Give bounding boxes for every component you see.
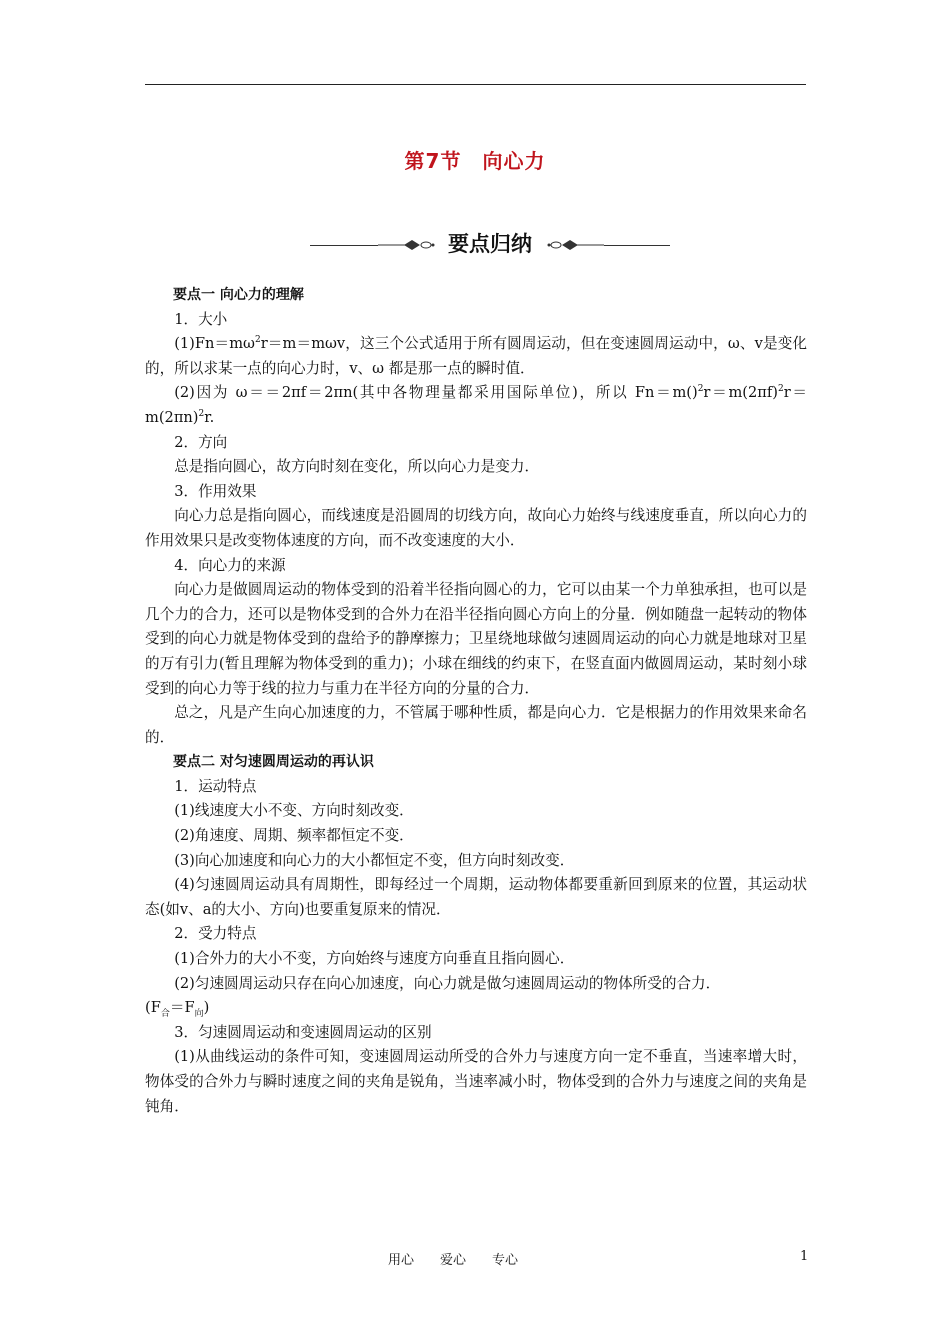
article-body bbox=[145, 283, 807, 1119]
header-right-line bbox=[604, 245, 670, 246]
list-item: (1)合外力的大小不变，方向始终与速度方向垂直且指向圆心． bbox=[174, 950, 575, 968]
list-item: (1)线速度大小不变、方向时刻改变． bbox=[174, 802, 414, 820]
formula-paragraph-2: (2)因为 ω＝＝2πf＝2πn(其中各物理量都采用国际单位)，所以 $Fn=m()^2r=m(2\pi f)^2r=m(2\pi n)^2r$. bbox=[145, 384, 808, 426]
item-label: 1．大小 bbox=[174, 310, 228, 328]
page-number: 1 bbox=[800, 1249, 809, 1264]
header-rule bbox=[145, 84, 806, 85]
paragraph: 向心力是做圆周运动的物体受到的沿着半径指向圆心的力，它可以由某一个力单独承担，也可以是几个力的合力，还可以是物体受到的合外力在沿半径指向圆心方向上的分量．例如随盘一起转动的物体受到的向心力就是物体受到的盘给予的静摩擦力；卫星绕地球做匀速圆周运动的向心力就是地球对卫星的万有引力(暂且理解为物体受到的重力)；小球在细线的约束下，在竖直面内做圆周运动，某时刻小球受到的向心力等于线的拉力与重力在半径方向的分量的合力． bbox=[145, 581, 807, 697]
item-label: 3．作用效果 bbox=[174, 482, 257, 500]
page-title: 第7节 向心力 bbox=[404, 149, 546, 173]
section-header-label: 要点归纳 bbox=[448, 232, 532, 256]
point-two-heading: 要点二 对匀速圆周运动的再认识 bbox=[173, 754, 374, 771]
list-item: (1)从曲线运动的条件可知，变速圆周运动所受的合外力与速度方向一定不垂直，当速率增大时，物体受的合外力与瞬时速度之间的夹角是锐角，当速率减小时，物体受到的合外力与速度之间的夹角是钝角． bbox=[145, 1048, 807, 1115]
list-item: (3)向心加速度和向心力的大小都恒定不变，但方向时刻改变． bbox=[174, 851, 575, 869]
force-formula: $(F_合=F_向)$ bbox=[145, 999, 210, 1020]
item-label: 2．方向 bbox=[174, 433, 228, 451]
paragraph: 向心力总是指向圆心，而线速度是沿圆周的切线方向，故向心力始终与线速度垂直，所以向心力的作用效果只是改变物体速度的方向，而不改变速度的大小． bbox=[145, 507, 807, 549]
item-label: 4．向心力的来源 bbox=[174, 556, 286, 574]
summary-paragraph: 总之，凡是产生向心加速度的力，不管属于哪种性质，都是向心力．它是根据力的作用效果来命名的． bbox=[145, 704, 807, 746]
item-label: 3．匀速圆周运动和变速圆周运动的区别 bbox=[174, 1023, 432, 1041]
section-header bbox=[310, 228, 670, 262]
list-item: (2)匀速圆周运动只存在向心加速度，向心力就是做匀速圆周运动的物体所受的合力． bbox=[174, 974, 721, 992]
formula-paragraph-1: $(1)Fn=m\omega^2r=m=m\omega v$，这三个公式适用于所有圆周运动，但在变速圆周运动中，ω、v是变化的，所以求某一点的向心力时，v、ω 都是那一点的瞬时值． bbox=[145, 335, 808, 377]
footer-motto: 用心 爱心 专心 bbox=[388, 1253, 519, 1268]
item-label: 1．运动特点 bbox=[174, 777, 257, 795]
list-item: (2)角速度、周期、频率都恒定不变． bbox=[174, 827, 414, 845]
item-label: 2．受力特点 bbox=[174, 925, 257, 943]
paragraph: 总是指向圆心，故方向时刻在变化，所以向心力是变力． bbox=[174, 458, 540, 476]
list-item: (4)匀速圆周运动具有周期性，即每经过一个周期，运动物体都要重新回到原来的位置，其运动状态(如v、a的大小、方向)也要重复原来的情况． bbox=[145, 876, 807, 918]
point-one-heading: 要点一 向心力的理解 bbox=[173, 287, 304, 303]
right-ornament-icon bbox=[546, 238, 606, 252]
